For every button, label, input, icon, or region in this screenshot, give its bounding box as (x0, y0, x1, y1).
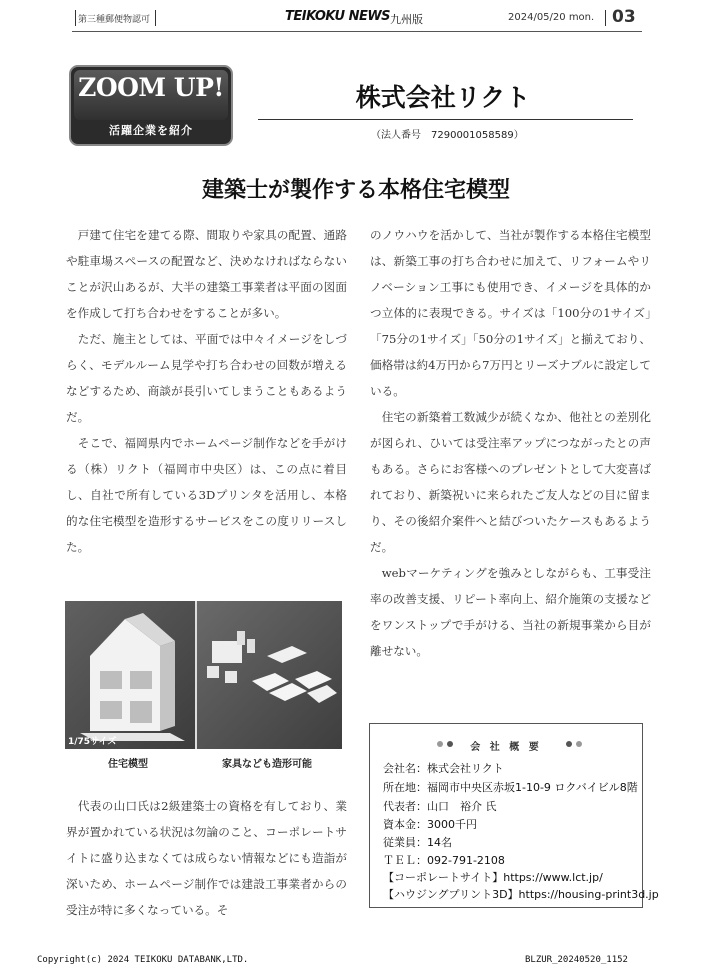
overview-row: 従業員：14名 (383, 836, 452, 849)
header-rule (72, 31, 642, 32)
photo-caption-right: 家具なども造形可能 (222, 759, 312, 770)
header-divider (75, 10, 76, 26)
house-model-image (65, 601, 195, 749)
paragraph: 戸建て住宅を建てる際、間取りや家具の配置、通路や駐車場スペースの配置など、決めなければならないことが沢山あるが、大半の建築工事業者は平面の図面を作成して打ち合わせをすることが多い。 (66, 228, 347, 320)
photo-divider (195, 601, 197, 749)
paragraph: ただ、施主としては、平面では中々イメージをしづらく、モデルルーム見学や打ち合わせの回数が増えるなどするため、商談が長引いてしまうこともあるようだ。 (66, 332, 347, 424)
photo-caption-left: 住宅模型 (108, 759, 148, 770)
corporate-number: （法人番号 7290001058589） (371, 130, 524, 141)
page-number: 03 (612, 7, 636, 27)
furniture-model-icon (197, 601, 342, 749)
edition-label: 九州版 (390, 13, 423, 26)
paragraph: そこで、福岡県内でホームページ制作などを手がける（株）リクト（福岡市中央区）は、この点に着目し、自社で所有している3Dプリンタを活用し、本格的な住宅模型を造形するサービスをこの度リリースした。 (66, 436, 347, 554)
copyright: Copyright(c) 2024 TEIKOKU DATABANK,LTD. (37, 955, 249, 965)
overview-row: 所在地：福岡市中央区赤坂1-10-9 ロクバイビル8階 (383, 781, 638, 794)
article-column-right (370, 222, 651, 664)
article-column-left-continued (66, 793, 347, 923)
scale-label: 1/75サイズ (68, 737, 117, 747)
badge-subtitle: 活躍企業を紹介 (109, 124, 193, 137)
issue-date: 2024/05/20 mon. (508, 12, 595, 23)
paper-title: TEIKOKU NEWS (285, 9, 391, 24)
overview-row: 代表者：山口 裕介 氏 (383, 800, 497, 813)
overview-row: 資本金：3000千円 (383, 818, 477, 831)
header-divider (605, 10, 606, 26)
house-model-icon (65, 601, 195, 749)
overview-row: 会社名：株式会社リクト (383, 762, 504, 775)
paragraph: webマーケティングを強みとしながらも、工事受注率の改善支援、リピート率向上、紹介施策の支援などをワンストップで手がける、当社の新規事業から目が離せない。 (370, 566, 651, 658)
overview-title: 会 社 概 要 (470, 742, 542, 753)
overview-row: ＴＥＬ：092-791-2108 (383, 854, 505, 867)
article-headline: 建築士が製作する本格住宅模型 (201, 177, 510, 203)
document-id: BLZUR_20240520_1152 (525, 955, 628, 965)
badge-title: ZOOM UP! (78, 73, 224, 102)
paragraph: 代表の山口氏は2級建築士の資格を有しており、業界が置かれている状況は勿論のこと、コーポレートサイトに盛り込まなくては成らない情報などにも造詣が深いため、ホームページ制作では建設工事業者からの受注が特に多くなっている。そ (66, 799, 347, 917)
corporate-site-link[interactable]: 【コーポレートサイト】https://www.lct.jp/ (383, 871, 603, 884)
article-column-left (66, 222, 347, 560)
company-name: 株式会社リクト (355, 83, 531, 112)
paragraph: のノウハウを活かして、当社が製作する本格住宅模型は、新築工事の打ち合わせに加えて、リフォームやリノベーション工事にも使用でき、イメージを具体的かつ立体的に表現できる。サイズは「100分の1サイズ」「75分の1サイズ」「50分の1サイズ」と揃えており、価格帯は約4万円から7万円とリーズナブルに設定している。 (370, 228, 651, 398)
header-divider (155, 10, 156, 26)
furniture-model-image (197, 601, 342, 749)
permit-label: 第三種郵便物認可 (78, 15, 151, 25)
housing-print-link[interactable]: 【ハウジングプリント3D】https://housing-print3d.jp (383, 888, 659, 901)
paragraph: 住宅の新築着工数減少が続くなか、他社との差別化が図られ、ひいては受注率アップにつながったとの声もある。さらにお客様へのプレゼントとして大変喜ばれており、新築祝いに来られたご友人などの目に留まり、その後紹介案件へと結びついたケースもあるようだ。 (370, 410, 651, 554)
company-rule (258, 119, 633, 120)
